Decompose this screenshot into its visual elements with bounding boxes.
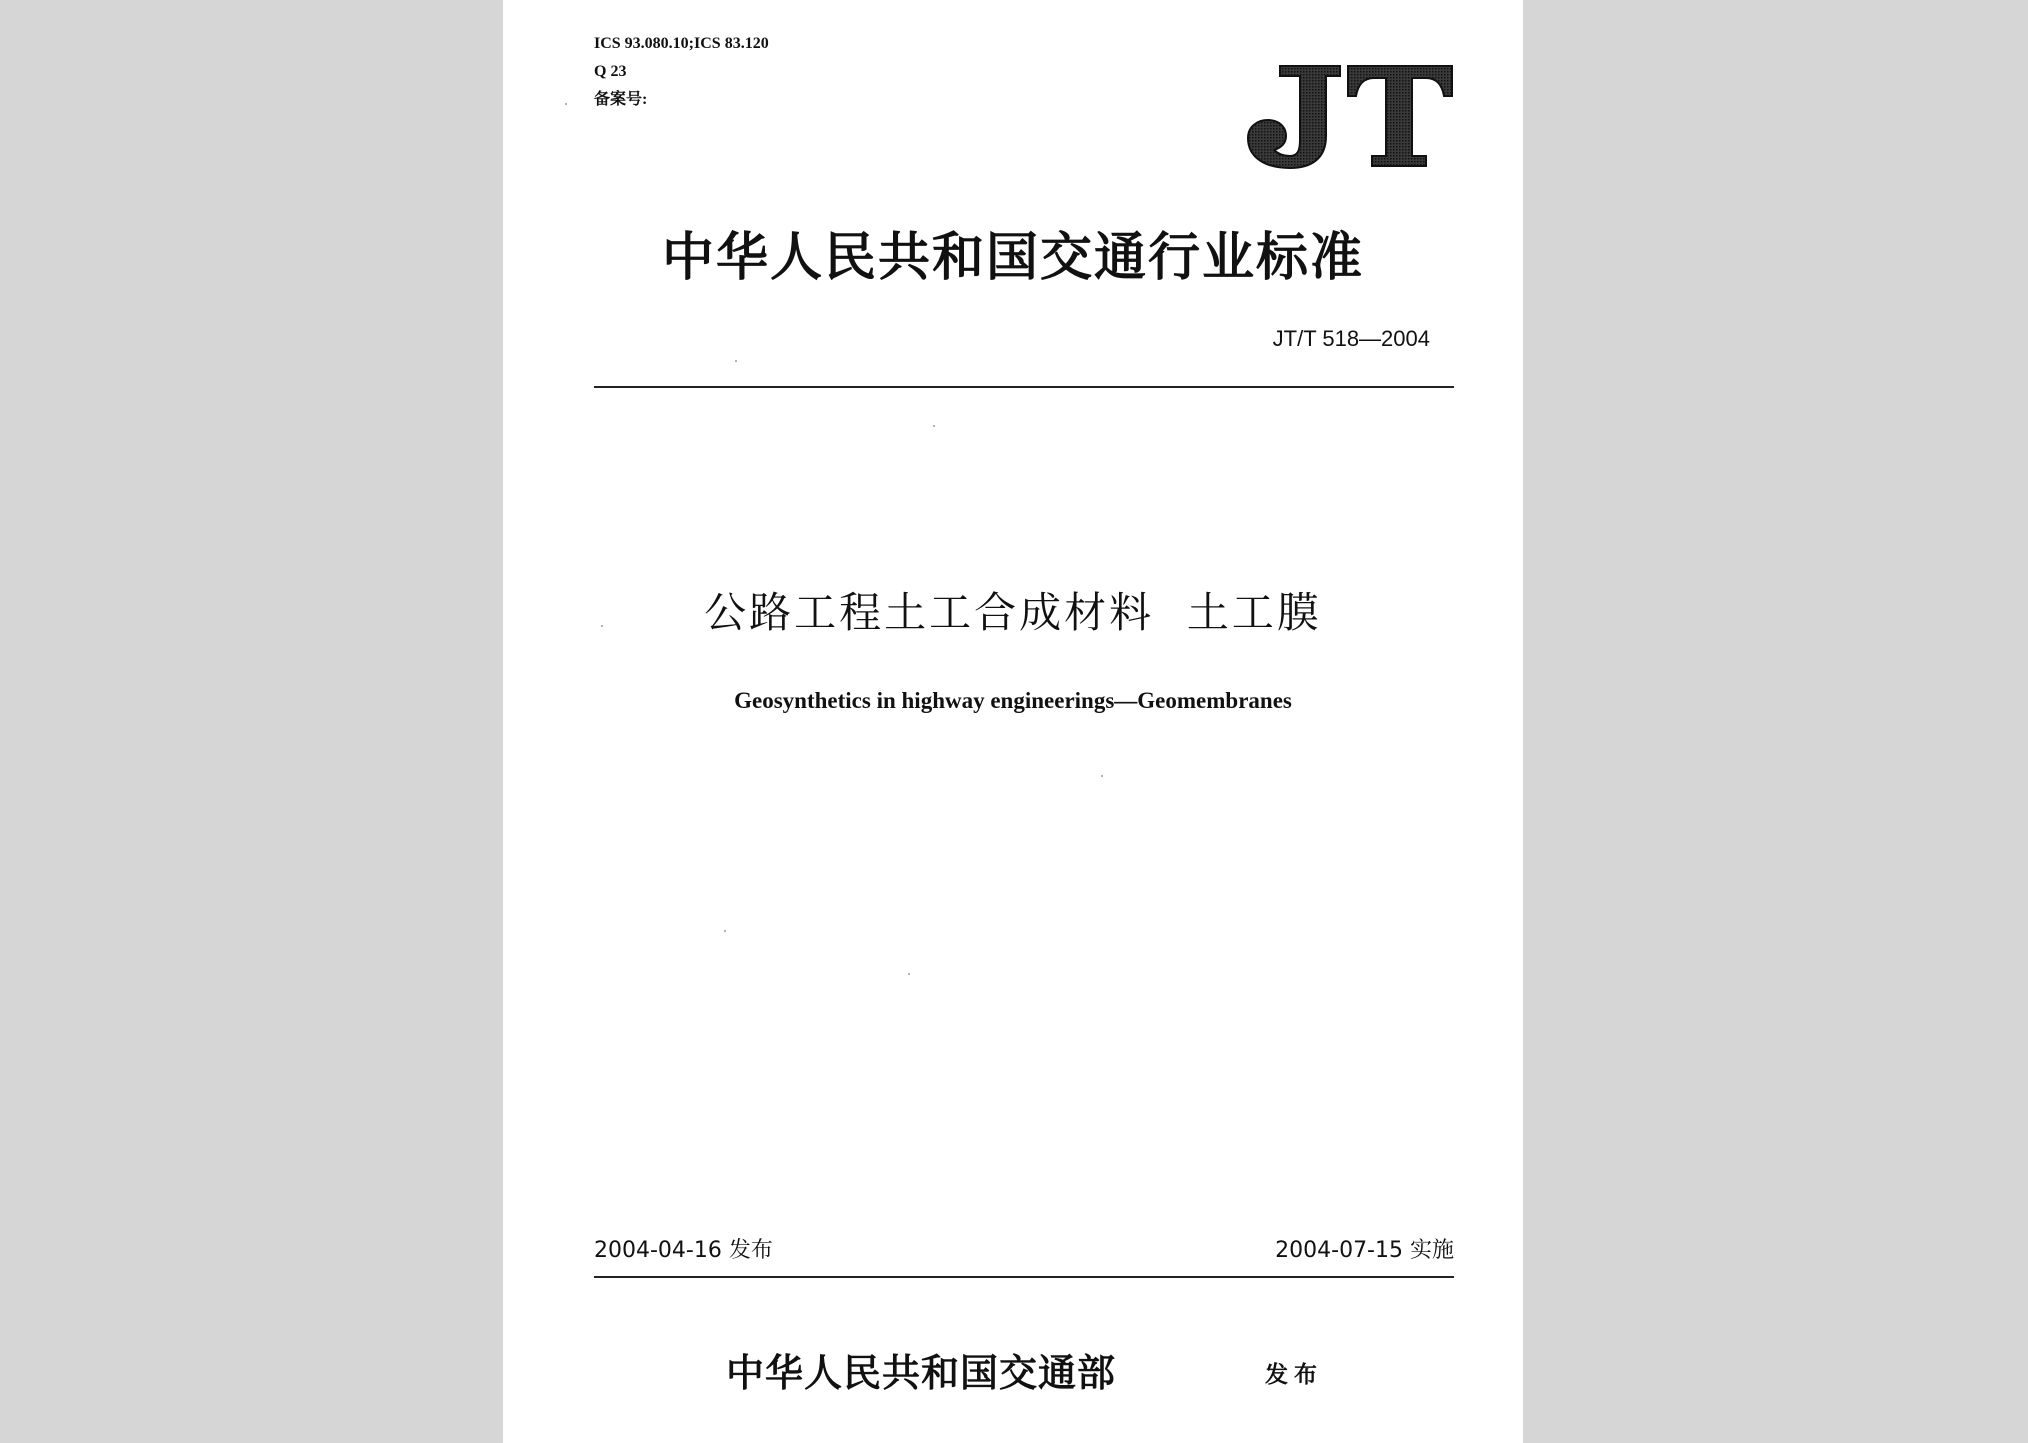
document-title-chinese: 公路工程土工合成材料 土工膜 (704, 588, 1322, 637)
effective-date: 2004-07-15 实施 (1275, 1238, 1454, 1263)
document-page (503, 0, 1523, 1443)
standard-number: JT/T 518—2004 (1272, 326, 1430, 351)
ccs-code: Q 23 (594, 63, 627, 80)
classification-block (594, 30, 769, 114)
scan-speck (735, 360, 737, 362)
ics-code: ICS 93.080.10;ICS 83.120 (594, 35, 769, 52)
jt-logo-graphic (1240, 62, 1454, 170)
publisher-name: 中华人民共和国交通部 (726, 1351, 1117, 1395)
scan-speck (601, 625, 603, 627)
document-title-english: Geosynthetics in highway engineerings—Geomembranes (734, 688, 1292, 713)
scan-speck (565, 103, 567, 105)
publish-label: 发布 (1265, 1362, 1323, 1388)
issue-date: 2004-04-16 发布 (594, 1238, 773, 1263)
scan-speck (933, 425, 935, 427)
scan-speck (724, 930, 726, 932)
record-number-label: 备案号: (594, 91, 648, 108)
jt-logo (1240, 62, 1454, 170)
standard-category-title: 中华人民共和国交通行业标准 (661, 228, 1364, 288)
header-divider (594, 386, 1454, 388)
footer-divider (594, 1276, 1454, 1278)
scan-speck (908, 973, 910, 975)
scan-speck (1101, 775, 1103, 777)
